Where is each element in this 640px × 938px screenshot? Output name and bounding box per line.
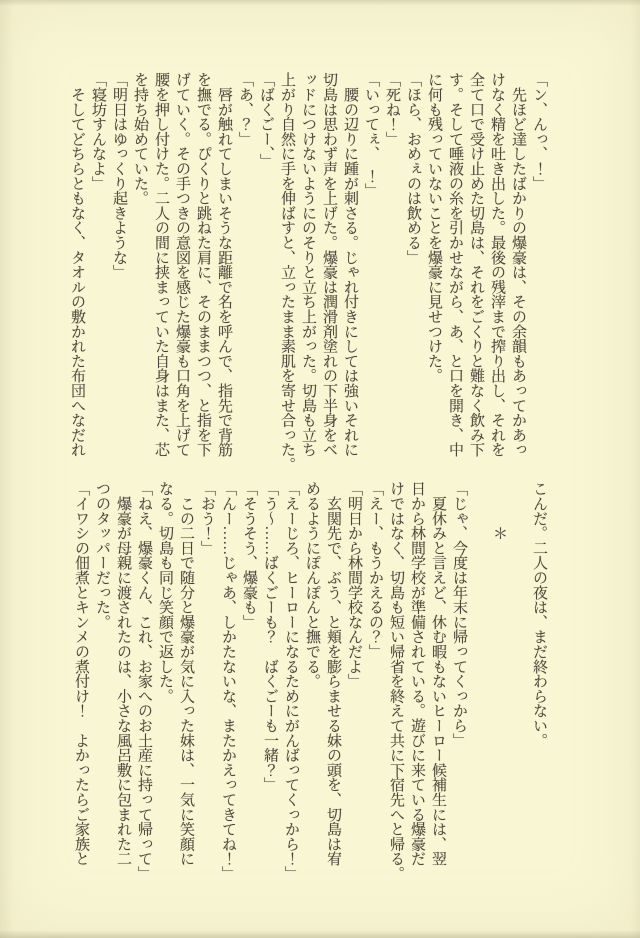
text-column: ッドにつけないようにのそりと立ち上がった。切島も立ち	[300, 72, 316, 457]
text-column: 「えーじろ、ヒーローになるためにがんばってくっから！」	[283, 481, 299, 881]
text-column: つのタッパーだった。	[94, 481, 110, 630]
text-column: 「ほら、おめぇのは飲める」	[405, 72, 421, 265]
text-column: 「じゃ、今度は年末に帰ってくっから」	[451, 481, 467, 748]
text-column: 「あ、？」	[237, 72, 253, 147]
text-section-lower	[70, 481, 549, 881]
text-column: 「ばくごー、」	[258, 72, 274, 169]
text-column: 先ほど達したばかりの爆豪は、その余韻もあってかあっ	[510, 72, 526, 457]
text-column: 玄関先で、ぶう、と頬を膨らませる妹の頭を、切島は宥	[325, 481, 341, 866]
text-column: げていく。その手つきの意図を感じた爆豪も口角を上げて	[174, 72, 190, 457]
text-column: 「ン、んっ、！」	[531, 72, 547, 191]
text-column: 「イワシの佃煮とキンメの煮付け！ よかったらご家族と	[73, 481, 89, 866]
text-column: 切島は思わず声を上げた。爆豪は潤滑剤塗れの下半身をベ	[321, 72, 337, 457]
text-column: 「そうそう、爆豪も」	[241, 481, 257, 630]
text-column: 夏休みと言えど、休む暇もないヒーロー候補生には、翌	[430, 481, 446, 866]
text-column: 「寝坊すんなよ」	[90, 72, 106, 191]
text-column: 日から林間学校が準備されている。遊びに来ている爆豪だ	[409, 481, 425, 866]
section-break-asterisk: ＊	[491, 481, 507, 541]
text-column: に何も残っていないことを爆豪に見せつけた。	[426, 72, 442, 383]
text-column: この二日で随分と爆豪が気に入った妹は、一気に笑顔に	[178, 481, 194, 866]
text-column: 「えー、もうかえるの？」	[367, 481, 383, 659]
text-column: けなく精を吐き出した。最後の残滓まで搾り出し、それを	[489, 72, 505, 457]
text-column: 「う～……ばくごーも？ ばくごーも一緒？」	[262, 481, 278, 792]
text-column: 唇が触れてしまいそうな距離で名を呼んで、指先で背筋	[216, 72, 232, 457]
text-column: 「おう！」	[199, 481, 215, 556]
text-column: 「明日から林間学校なんだよ」	[346, 481, 362, 689]
text-column: めるようにぽんぽんと撫でる。	[304, 481, 320, 689]
text-column: 上がり自然に手を伸ばすと、立ったまま素肌を寄せ合った。	[279, 72, 295, 472]
text-column: けではなく、切島も短い帰省を終えて共に下宿先へと帰る。	[388, 481, 404, 881]
text-column: 全て口で受け止めた切島は、それをごくりと難なく飲み下	[468, 72, 484, 457]
text-column: なる。切島も同じ笑顔で返した。	[157, 481, 173, 704]
text-column: を持ち始めていた。	[132, 72, 148, 206]
text-column: 「明日はゆっくり起きような」	[111, 72, 127, 280]
text-column: す。そして唾液の糸を引かせながら、あ、と口を開き、中	[447, 72, 463, 457]
text-column: 爆豪が母親に渡されたのは、小さな風呂敷に包まれた二	[115, 481, 131, 866]
text-column: そしてどちらともなく、タオルの敷かれた布団へなだれ	[69, 72, 85, 457]
text-column: 「死ね！」	[384, 72, 400, 147]
text-column: こんだ。二人の夜は、まだ終わらない。	[531, 481, 547, 748]
text-column: 腰の辺りに踵が刺さる。じゃれ付きにしては強いそれに	[342, 72, 358, 457]
text-column: 「ねえ、爆豪くん、これ、お家へのお土産に持って帰って」	[136, 481, 152, 881]
text-column: を撫でる。ぴくりと跳ねた肩に、そのままつつ、と指を下	[195, 72, 211, 457]
text-column: 腰を押し付けた。二人の間に挟まっていた自身はまた、芯	[153, 72, 169, 457]
text-column: 「いってぇ、 ！」	[363, 72, 379, 198]
text-column: 「んー……じゃあ、しかたないな、またかえってきてね！」	[220, 481, 236, 881]
text-section-upper	[66, 72, 549, 472]
